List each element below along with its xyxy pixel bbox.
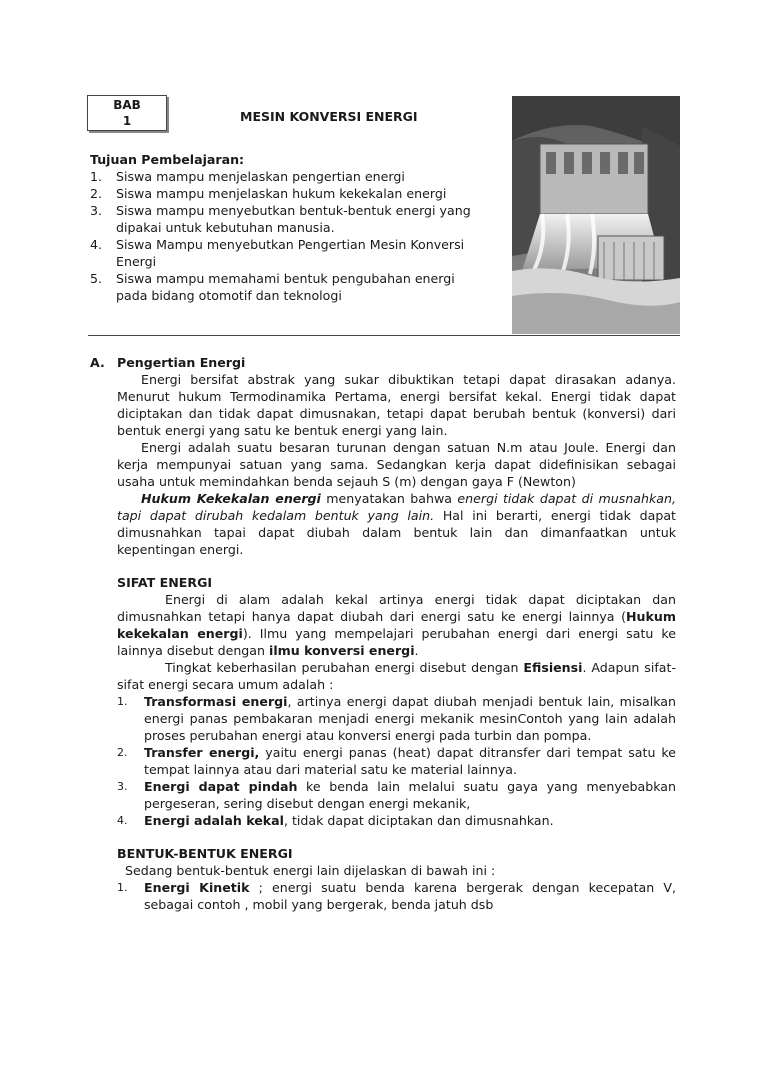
paragraph — [117, 659, 676, 693]
bold-term: Transfer energi, — [144, 745, 260, 760]
list-item — [90, 236, 490, 270]
paragraph-text: Tingkat keberhasilan perubahan energi disebut dengan — [165, 660, 524, 675]
law-statement: energi tidak dapat di musnahkan, tapi dapat dirubah kedalam bentuk yang lain. — [117, 491, 676, 523]
bold-term: ilmu konversi energi — [269, 643, 415, 658]
chapter-label: BAB — [113, 98, 141, 112]
main-content — [90, 354, 676, 913]
item-text: Siswa Mampu menyebutkan Pengertian Mesin Konversi Energi — [116, 237, 465, 269]
section-a-heading — [90, 354, 676, 371]
chapter-box — [87, 95, 167, 131]
list-item — [90, 185, 490, 202]
bold-term: Energi adalah kekal — [144, 813, 284, 828]
section-a-body — [90, 371, 676, 913]
item-number: 4. — [90, 237, 103, 252]
list-item — [117, 693, 676, 744]
paragraph: Energi bersifat abstrak yang sukar dibuktikan tetapi dapat dirasakan adanya. Menurut hukum Termodinamika Pertama, energi bersifat kekal. Energi tidak dapat diciptakan dan tidak dapat dimusnakan, tetapi dapat berubah bentuk (konversi) dari bentuk energi yang satu ke bentuk energi yang lain. — [117, 372, 676, 438]
item-text: yaitu energi panas (heat) dapat ditransfer dari tempat satu ke tempat lainnya atau dari material satu ke material lainnya. — [144, 745, 676, 777]
list-item — [117, 744, 676, 778]
paragraph: Energi adalah suatu besaran turunan dengan satuan N.m atau Joule. Energi dan kerja mempunyai satuan yang sama. Sedangkan kerja dapat didefinisikan sebagai usaha untuk memindahkan benda sejauh S (m) dengan gaya F (Newton) — [117, 440, 676, 489]
item-text: ; energi suatu benda karena bergerak dengan kecepatan V, sebagai contoh , mobil yang bergerak, benda jatuh dsb — [144, 880, 676, 912]
goals-list — [90, 168, 490, 304]
item-number: 4. — [117, 814, 128, 827]
list-item — [117, 778, 676, 812]
section-letter: A. — [90, 355, 105, 370]
paragraph-text: Hal ini berarti, energi tidak dapat dimusnahkan tapai dapat diubah dalam bentuk lain dan dimanfaatkan untuk kepentingan energi. — [117, 508, 676, 557]
learning-goals — [90, 151, 490, 304]
paragraph-text: ). Ilmu yang mempelajari perubahan energi dari energi satu ke lainnya disebut dengan — [117, 626, 676, 658]
item-text: Siswa mampu memahami bentuk pengubahan energi pada bidang otomotif dan teknologi — [116, 271, 455, 303]
item-text: Siswa mampu menjelaskan pengertian energi — [116, 169, 405, 184]
paragraph-text: menyatakan bahwa — [320, 491, 458, 506]
sifat-heading: SIFAT ENERGI — [117, 575, 213, 590]
bold-term: Energi dapat pindah — [144, 779, 298, 794]
list-item — [90, 168, 490, 185]
section-title: Pengertian Energi — [117, 355, 246, 370]
bold-term: Efisiensi — [523, 660, 583, 675]
item-text: Siswa mampu menyebutkan bentuk-bentuk energi yang dipakai untuk kebutuhan manusia. — [116, 203, 471, 235]
paragraph: Sedang bentuk-bentuk energi lain dijelaskan di bawah ini : — [125, 863, 496, 878]
chapter-number: 1 — [122, 114, 132, 128]
list-item — [117, 812, 676, 829]
item-number: 3. — [117, 780, 128, 793]
list-item — [117, 879, 676, 913]
bentuk-list — [117, 879, 676, 913]
bold-term: Hukum kekekalan energi — [117, 609, 676, 641]
item-text: , artinya energi dapat diubah menjadi bentuk lain, misalkan energi panas pembakaran menjadi energi mekanik mesinContoh yang lain adalah proses perubahan energi atau konversi energi pada turbin dan pompa. — [144, 694, 676, 743]
item-number: 1. — [90, 169, 103, 184]
paragraph — [117, 490, 676, 558]
list-item — [90, 202, 490, 236]
item-number: 2. — [90, 186, 103, 201]
bold-term: Transformasi energi — [144, 694, 288, 709]
paragraph-text: . — [414, 643, 419, 658]
paragraph — [117, 591, 676, 659]
item-text: , tidak dapat diciptakan dan dimusnahkan. — [283, 813, 554, 828]
item-number: 1. — [117, 695, 128, 708]
item-text: Siswa mampu menjelaskan hukum kekekalan energi — [116, 186, 447, 201]
paragraph-text: Energi di alam adalah kekal artinya energi tidak dapat diciptakan dan dimusnahkan tetapi hanya dapat diubah dari energi satu ke energi lainnya ( — [117, 592, 676, 624]
divider — [88, 335, 680, 336]
item-number: 2. — [117, 746, 128, 759]
dam-photo — [512, 96, 680, 334]
item-text: ke benda lain melalui suatu gaya yang menyebabkan pergeseran, sering disebut dengan energi mekanik, — [144, 779, 676, 811]
item-number: 3. — [90, 203, 103, 218]
bold-term: Energi Kinetik — [144, 880, 250, 895]
item-number: 5. — [90, 271, 103, 286]
bentuk-heading: BENTUK-BENTUK ENERGI — [117, 846, 293, 861]
chapter-title: MESIN KONVERSI ENERGI — [240, 109, 418, 124]
paragraph-text: . Adapun sifat-sifat energi secara umum adalah : — [117, 660, 676, 692]
sifat-list — [117, 693, 676, 829]
law-name: Hukum Kekekalan energi — [141, 491, 321, 506]
list-item — [90, 270, 490, 304]
item-number: 1. — [117, 881, 128, 894]
goals-heading: Tujuan Pembelajaran: — [90, 152, 245, 167]
